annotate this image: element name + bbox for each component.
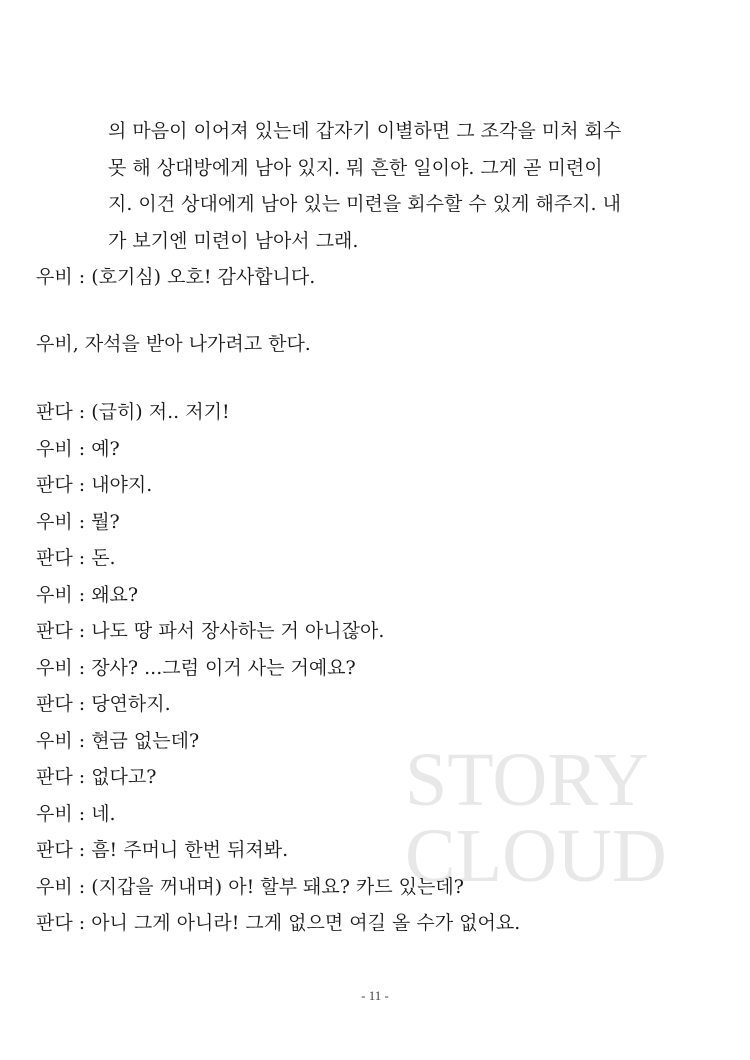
dialogue-line: 우비 : 뭘?	[36, 510, 120, 533]
watermark-line-2: CLOUD	[405, 814, 667, 898]
watermark-line-1: STORY	[405, 738, 649, 822]
dialogue-line: 판다 : (급히) 저.. 저기!	[36, 401, 230, 423]
continued-speech	[36, 113, 712, 259]
dialogue-line: 판다 : 내야지.	[36, 474, 153, 496]
dialogue-line: 우비 : (지갑을 꺼내며) 아! 할부 돼요? 카드 있는데?	[36, 875, 464, 898]
dialogue-line: 판다 : 당연하지.	[36, 693, 171, 715]
speech-line: 가 보기엔 미련이 남아서 그래.	[108, 229, 359, 252]
dialogue-line: 우비 : 장사? ...그럼 이거 사는 거예요?	[36, 656, 356, 679]
dialogue-line: 판다 : 나도 땅 파서 장사하는 거 아니잖아.	[36, 620, 385, 642]
dialogue-line: 판다 : 아니 그게 아니라! 그게 없으면 여길 올 수가 없어요.	[36, 912, 521, 934]
dialogue-line: 판다 : 없다고?	[36, 766, 157, 788]
stage-direction: 우비, 자석을 받아 나가려고 한다.	[36, 332, 311, 355]
script-body	[36, 113, 726, 942]
dialogue-line: 우비 : 예?	[36, 437, 120, 460]
dialogue-line: 우비 : 왜요?	[36, 583, 139, 606]
page-number: - 11 -	[361, 988, 389, 1003]
speech-line: 못 해 상대방에게 남아 있지. 뭐 흔한 일이야. 그게 곧 미련이	[108, 156, 603, 179]
speech-line: 지. 이건 상대에게 남아 있는 미련을 회수할 수 있게 해주지. 내	[108, 193, 621, 215]
speech-line: 의 마음이 이어져 있는데 갑자기 이별하면 그 조각을 미처 회수	[108, 120, 622, 142]
dialogue-line: 우비 : (호기심) 오호! 감사합니다.	[36, 266, 316, 288]
dialogue-line: 판다 : 돈.	[36, 547, 116, 569]
dialogue-line: 우비 : 네.	[36, 802, 116, 825]
dialogue-line: 우비 : 현금 없는데?	[36, 729, 200, 752]
dialogue-line: 판다 : 흠! 주머니 한번 뒤져봐.	[36, 839, 289, 861]
